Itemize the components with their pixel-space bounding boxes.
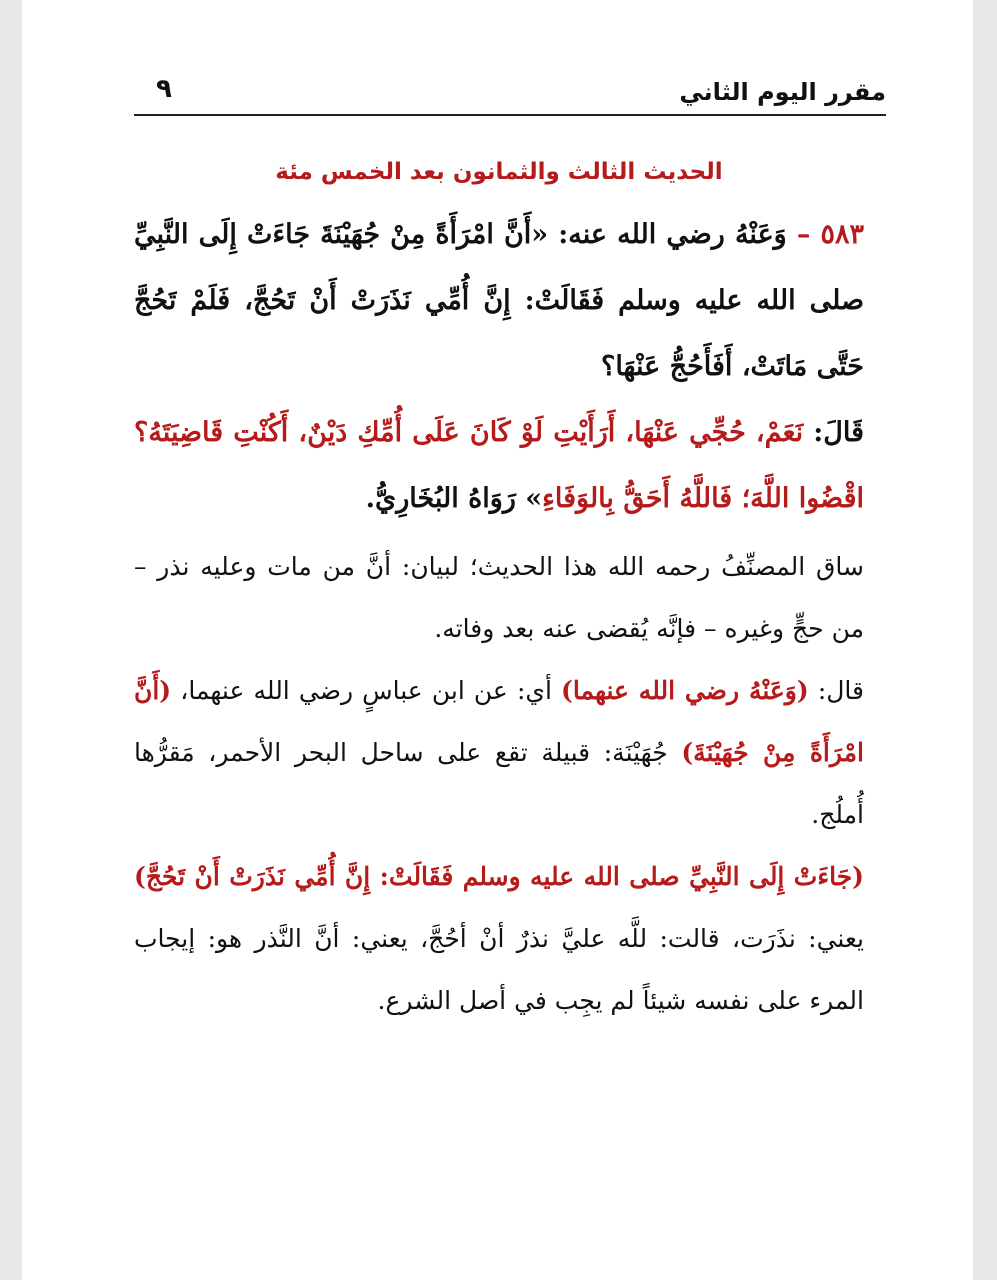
commentary-lead: قال: [817, 676, 864, 705]
commentary-quote-3: (جَاءَتْ إِلَى النَّبِيِّ صلى الله عليه وسلم فَقَالَتْ: إِنَّ أُمِّي نَذَرَتْ أَنْ تَحُجَّ) [134, 862, 864, 891]
hadith-answer-paragraph [134, 400, 864, 532]
hadith-closing: » رَوَاهُ البُخَارِيُّ. [365, 483, 543, 514]
commentary-paragraph-2 [134, 660, 864, 846]
running-title: مقرر اليوم الثاني [679, 78, 886, 106]
hadith-intro: وَعَنْهُ رضي الله عنه: «أَنَّ امْرَأَةً مِنْ جُهَيْنَةَ جَاءَتْ إِلَى النَّبِيِّ صلى الله عليه وسلم فَقَالَتْ: إِنَّ أُمِّي نَذَرَتْ أَنْ تَحُجَّ، فَلَمْ تَحُجَّ حَتَّى مَاتَتْ، أَفَأَحُجُّ عَنْهَا؟ [134, 219, 864, 382]
hadith-heading: الحديث الثالث والثمانون بعد الخمس مئة [275, 159, 723, 185]
hadith-qal: قَالَ: [813, 417, 864, 448]
commentary-paragraph-1: ساق المصنِّفُ رحمه الله هذا الحديث؛ لبيان: أنَّ من مات وعليه نذر – من حجٍّ وغيره – فإنَّه يُقضى عنه بعد وفاته. [134, 552, 864, 643]
hadith-text [134, 202, 864, 400]
commentary-text-1: أي: عن ابن عباسٍ رضي الله عنهما، [180, 676, 552, 705]
running-header [134, 70, 886, 116]
left-margin-frame [0, 0, 22, 1280]
page-number: ٩ [156, 74, 172, 104]
page-body [134, 148, 864, 1032]
commentary-paragraph-3 [134, 846, 864, 1032]
hadith-number-dash: – [796, 219, 811, 250]
commentary-quote-2: (أَنَّ امْرَأَةً مِنْ جُهَيْنَةَ) [134, 676, 865, 767]
commentary-text-3: يعني: نذَرَت، قالت: للَّه عليَّ نذرٌ أنْ أحُجَّ، يعني: أنَّ النَّذر هو: إيجاب المرء على نفسه شيئاً لم يجِب في أصل الشرع. [134, 924, 864, 1015]
hadith-number: ٥٨٣ [820, 219, 864, 250]
commentary-text-2: جُهَيْنَة: قبيلة تقع على ساحل البحر الأحمر، مَقرُّها أُملُج. [134, 738, 864, 829]
commentary-quote-1: (وَعَنْهُ رضي الله عنهما) [561, 676, 809, 705]
right-margin-frame [973, 0, 997, 1280]
hadith-answer: نَعَمْ، حُجِّي عَنْهَا، أَرَأَيْتِ لَوْ كَانَ عَلَى أُمِّكِ دَيْنٌ، أَكُنْتِ قَاضِيَتَهُ؟ اقْضُوا اللَّهَ؛ فَاللَّهُ أَحَقُّ بِالوَفَاءِ [134, 417, 864, 514]
